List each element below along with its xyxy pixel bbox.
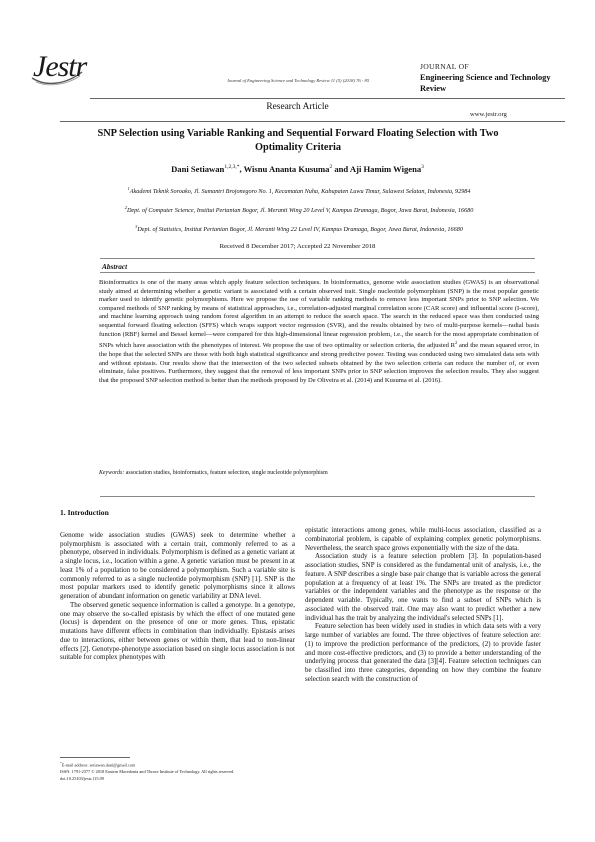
affiliation	[110, 223, 488, 234]
body-paragraph: epistatic interactions among genes, while multi-locus association, classified as a combinatorial problem, is capable of explaining complex genetic polymorphisms. Nevertheless, the search space grows exponentially with the size of the data.	[305, 526, 541, 552]
author-name: Dani Setiawan	[171, 164, 225, 174]
article-type: Research Article	[266, 102, 329, 112]
footnote-mark: *	[60, 761, 62, 765]
paper-title: SNP Selection using Variable Ranking and Sequential Forward Floating Selection with Two Optimality Criteria	[97, 128, 499, 153]
affiliation-text: Dept. of Statistics, Institut Pertanian Bogor, Jl. Meranti Wing 22 Level IV, Kampus Dramaga, Bogor, Jawa Barat, Indonesia, 16680	[137, 226, 463, 234]
journal-url-link[interactable]: www.jestr.org	[470, 111, 507, 118]
keywords-text: association studies, bioinformatics, feature selection, single nucleotide polymorphism	[124, 470, 328, 476]
affiliation	[110, 204, 488, 215]
body-column-left	[60, 509, 295, 662]
abstract-superscript: 2	[455, 340, 458, 346]
footnotes	[60, 760, 300, 782]
body-column-right	[305, 526, 541, 684]
journal-of-label: JOURNAL OF	[420, 62, 469, 71]
header-rule-lower	[60, 121, 565, 122]
abstract-heading-rule	[100, 272, 535, 273]
affiliation-number: 1	[127, 186, 130, 191]
keywords-label: Keywords:	[99, 470, 125, 476]
affiliation-text: Akademi Teknik Soroako, Jl. Sumantri Brojonegoro No. 1, Kecamatan Nuha, Kabupaten Luwu Timur, Sulawesi Selatan, Indonesia, 92984	[129, 188, 471, 196]
email-text: E-mail address: setiawan.dani@gmail.com	[61, 762, 136, 768]
affiliation-number: 2	[124, 205, 127, 210]
body-paragraph: Feature selection has been widely used in studies in which data sets with a very large number of variables are found. The three objectives of feature selection are: (1) to improve the prediction performance of the predictors, (2) to provide faster and more cost-effective predictors, and (3) to provide a better understanding of the underlying process that generated the data [3][4]. Feature selection techniques can be classified into three categories, depending on how they combine the feature selection search with the construction of	[305, 622, 541, 683]
body-paragraph: The observed genetic sequence information is called a genotype. In a genotype, one may observe the so-called epistasis by which the effect of one mutated gene (locus) is dependent on the presence of one or more genes. Thus, epistatic mutations have different effects in combination than individually. Epistasis arises due to interactions, either between genes or within them, that lead to non-linear effects [2]. Genotype-phenotype association based on single locus association is not suitable for complex phenotypes with	[60, 600, 295, 662]
author-affiliation-mark: 2	[329, 164, 333, 171]
abstract-rule-bottom	[100, 496, 535, 497]
author-name: Wisnu Ananta Kusuma	[243, 164, 330, 174]
abstract-rule-top	[100, 258, 535, 259]
received-dates: Received 8 December 2017; Accepted 22 November 2018	[219, 243, 376, 250]
footnote-issn: ISSN: 1791-2377 © 2018 Eastern Macedonia and Thrace Institute of Technology. All rights reserved.	[60, 769, 235, 775]
footnote-email	[60, 760, 300, 769]
journal-logo: Jestr	[33, 50, 87, 83]
journal-name: Engineering Science and Technology Review	[420, 73, 551, 93]
affiliation-text: Dept. of Computer Science, Institut Pertanian Bogor, Jl. Meranti Wing 20 Level V, Kampus Dramaga, Bogor, Jawa Barat, Indonesia, 16680	[126, 207, 474, 215]
journal-masthead	[420, 62, 570, 94]
author-separator: and	[332, 164, 350, 174]
author-separator: ,	[239, 164, 244, 174]
author-list	[0, 164, 595, 174]
affiliation	[110, 185, 488, 196]
footnote-rule	[60, 757, 130, 758]
author-name: Aji Hamim Wigena	[349, 164, 422, 174]
journal-citation-line: Journal of Engineering Science and Technology Review 11 (5) (2018) 76 - 85	[227, 78, 370, 83]
abstract-text	[99, 279, 539, 385]
section-heading-introduction: 1. Introduction	[60, 508, 109, 517]
body-paragraph: Association study is a feature selection problem [3]. In population-based association studies, SNP is considered as the fundamental unit of analysis, i.e., the feature. A SNP describes a single base pair change that is variable across the general population at a frequency of at least 1%. The SNPs are treated as the predictor variables or the independent variables and the phenotype as the response or the dependent variable. Typically, one wants to find a subset of SNPs which is associated with the observed trait. One may also want to predict whether a new individual has the trait by analyzing the individual's selected SNPs [1].	[305, 552, 541, 622]
footnote-doi: doi:10.25103/jestr.115.09	[60, 775, 104, 781]
author-affiliation-mark: 3	[421, 164, 424, 171]
author-affiliation-mark: 1,2,3,*	[224, 164, 240, 171]
abstract-text-part: Bioinformatics is one of the many areas which apply feature selection techniques. In bioinformatics, genome wide association studies (GWAS) is an observational study aimed at determining whether a genetic variant is associated with a certain observed trait. Single nucleotide polymorphism (SNP) is the most popular genetic marker used to identify genetic polymorphisms. Here we propose the use of variable ranking methods to remove less important SNPs prior to SNP selection. We compared methods of SNP ranking by means of statistical approaches, i.e., correlation-adjusted marginal correlation score (CAR score) and influential score (I-score), and machine learning approach using random forest algorithm in an attempt to reduce the search space. The search in the reduced space was then conducted using sequential forward floating selection (SFFS) which wraps support vector regression (SVR), and the results obtained by two of multi-purpose kernels—radial basis function (RBF) kernel and Bessel kernel—were compared for this high-dimensional linear regression problem, i.e., the search for the most appropriate combination of SNPs which have association with the phenotypes of interest. We propose the use of two optimality or selection criteria, the adjusted R	[99, 279, 539, 350]
abstract-text-part: and the mean squared error, in the hope that the selected SNPs are those with both high statistical significance and strong predictive power. Testing was conducted using two simulated data sets with and without epistasis. Our results show that the intersection of the two selected subsets obtained by the two selection criteria can reduce the number of, or even eliminate, false positives. Furthermore, they suggest that the removal of less important SNPs prior to SNP selection improves the selection results. They also suggest that the proposed SNP selection method is better than the methods proposed by De Oliveira et al. (2014) and Kusuma et al. (2016).	[99, 342, 539, 384]
abstract-heading: Abstract	[102, 262, 128, 271]
affiliation-number: 3	[135, 224, 138, 229]
body-paragraph: Genome wide association studies (GWAS) seek to determine whether a polymorphism is associated with a certain trait, commonly referred to as a phenotype, observed in individuals. Polymorphism is defined as a genetic variant at a single locus, i.e., location within a gene. A genetic variation must be present in at least 1% of a population to be considered a polymorphism. Such a variable site is commonly referred to as a single nucleotide polymorphism (SNP) [1]. SNP is the most popular markers used to identify genetic polymorphisms since it allows generation of abundant information on genetic variability at DNA level.	[60, 530, 295, 600]
header-rule	[90, 98, 565, 99]
keywords	[99, 470, 539, 476]
